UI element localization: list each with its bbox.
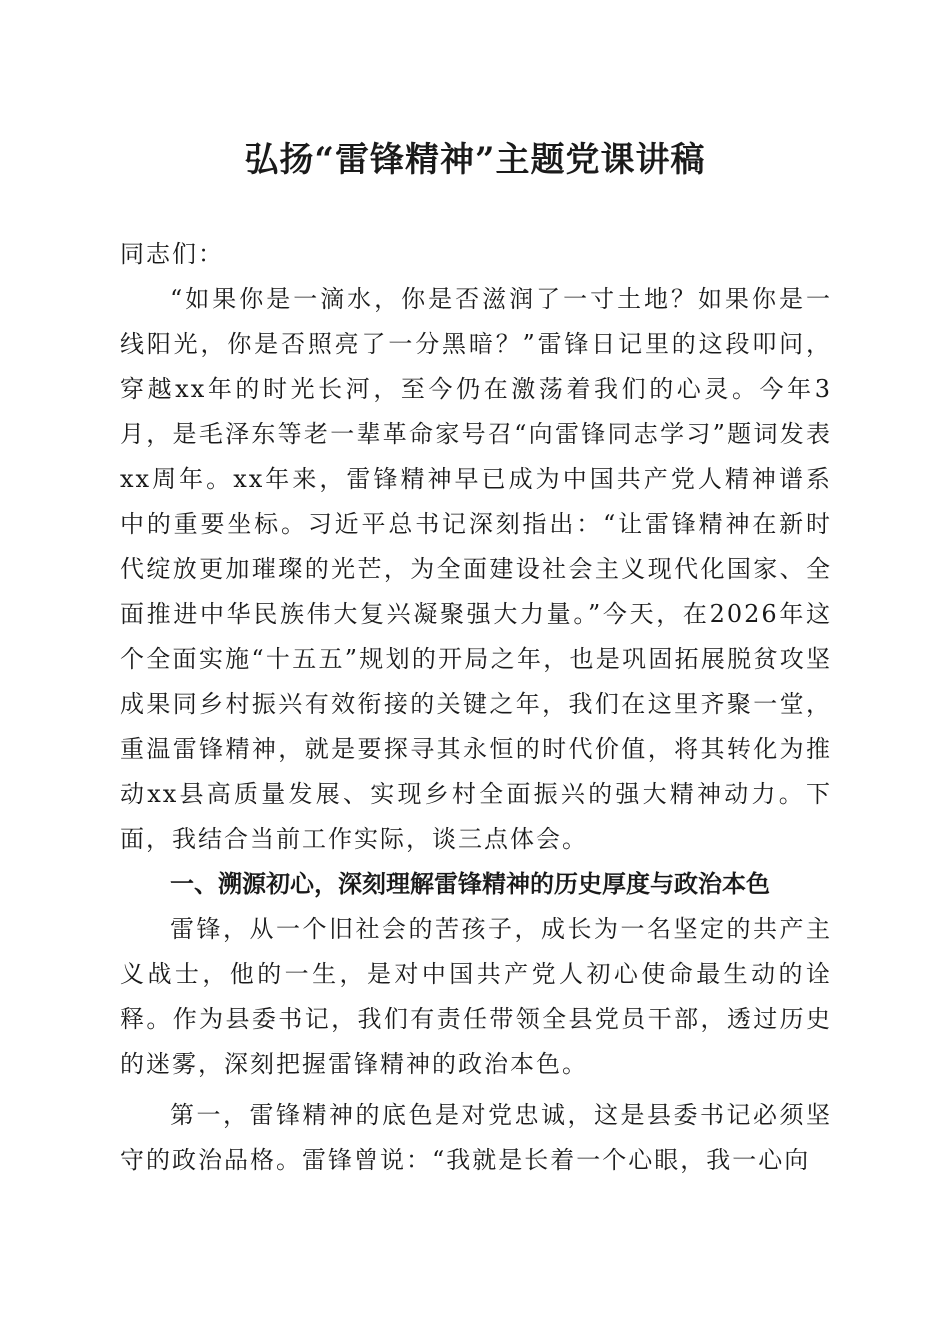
document-body bbox=[120, 232, 832, 1183]
section-heading: 一、溯源初心，深刻理解雷锋精神的历史厚度与政治本色 bbox=[170, 870, 770, 898]
section-paragraph: 雷锋，从一个旧社会的苦孩子，成长为一名坚定的共产主义战士，他的一生，是对中国共产党人初心使命最生动的诠释。作为县委书记，我们有责任带领全县党员干部，透过历史的迷雾，深刻把握雷锋精神的政治本色。 bbox=[120, 915, 832, 1078]
intro-paragraph: “如果你是一滴水，你是否滋润了一寸土地？如果你是一线阳光，你是否照亮了一分黑暗？”雷锋日记里的这段叩问，穿越xx年的时光长河，至今仍在激荡着我们的心灵。今年3月，是毛泽东等老一辈革命家号召“向雷锋同志学习”题词发表xx周年。xx年来，雷锋精神早已成为中国共产党人精神谱系中的重要坐标。习近平总书记深刻指出：“让雷锋精神在新时代绽放更加璀璨的光芒，为全面建设社会主义现代化国家、全面推进中华民族伟大复兴凝聚强大力量。”今天，在2026年这个全面实施“十五五”规划的开局之年，也是巩固拓展脱贫攻坚成果同乡村振兴有效衔接的关键之年，我们在这里齐聚一堂，重温雷锋精神，就是要探寻其永恒的时代价值，将其转化为推动xx县高质量发展、实现乡村全面振兴的强大精神动力。下面，我结合当前工作实际，谈三点体会。 bbox=[120, 285, 832, 853]
page-title: 弘扬“雷锋精神”主题党课讲稿 bbox=[244, 140, 706, 180]
section-paragraph: 第一，雷锋精神的底色是对党忠诚，这是县委书记必须坚守的政治品格。雷锋曾说：“我就是长着一个心眼，我一心向 bbox=[120, 1101, 832, 1174]
salutation: 同志们： bbox=[120, 240, 224, 268]
